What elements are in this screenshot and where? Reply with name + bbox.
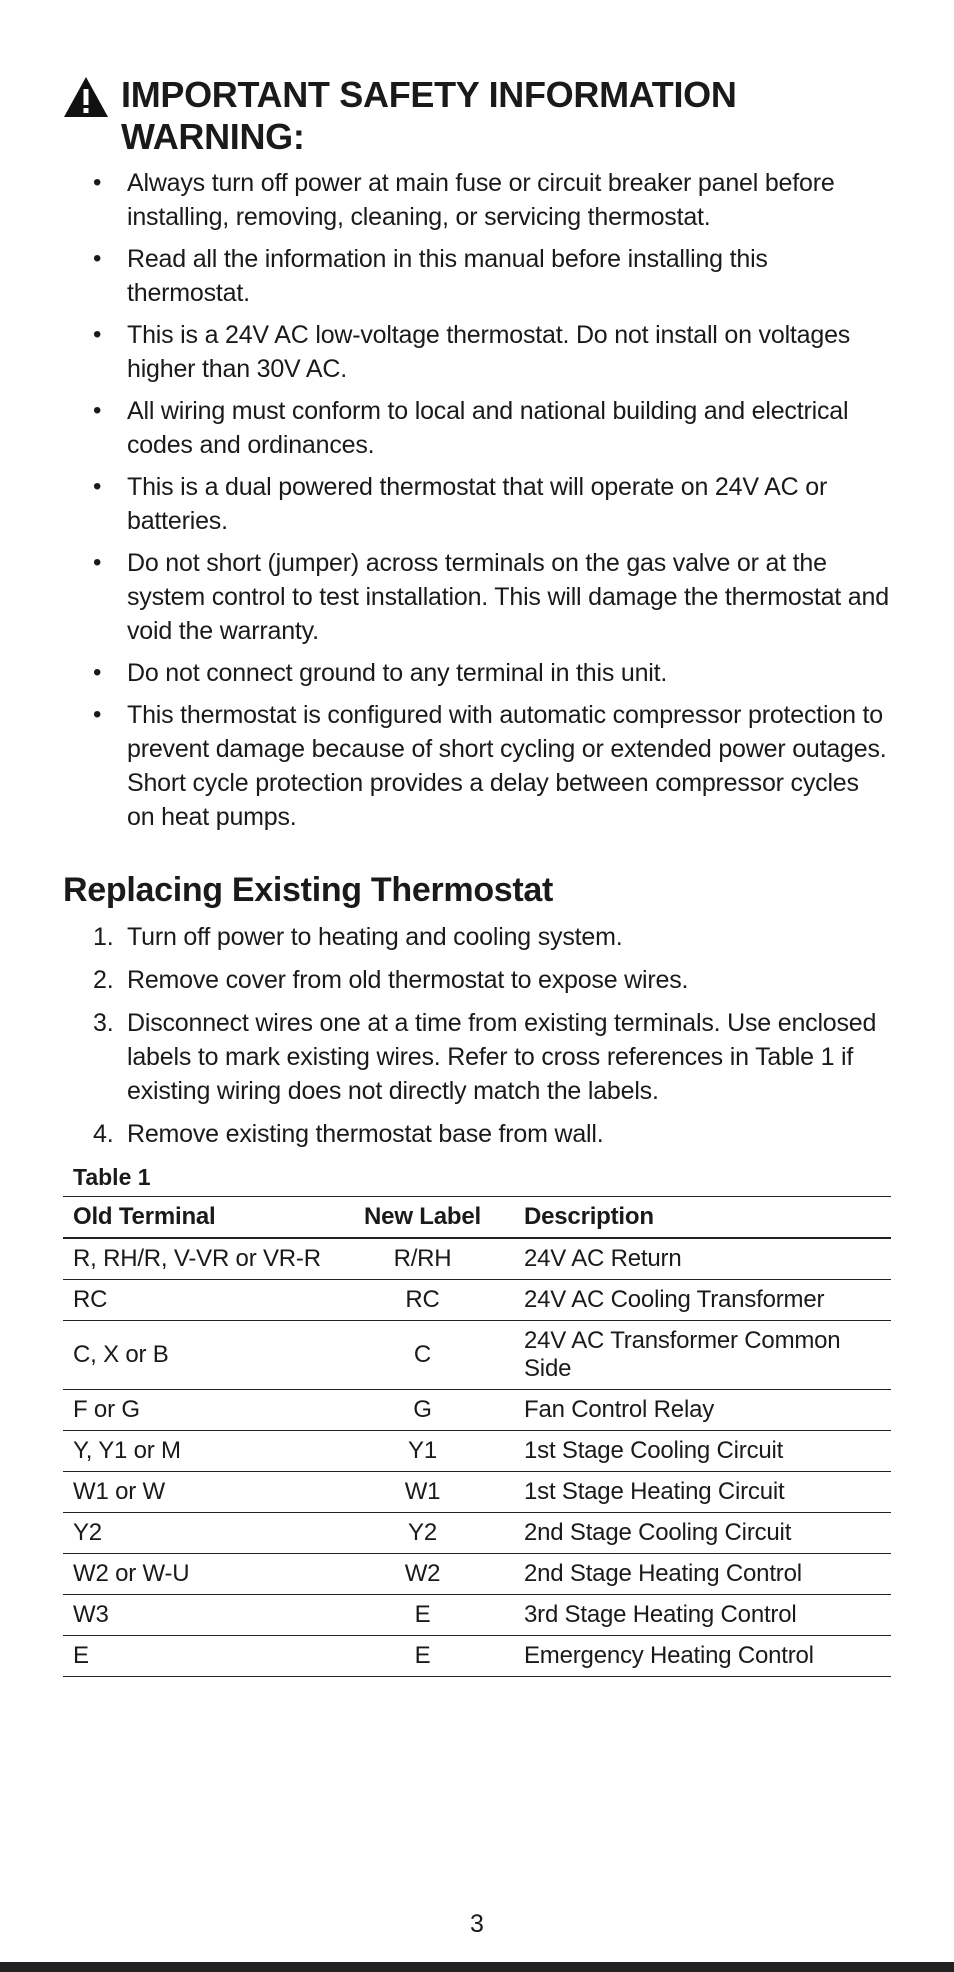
old-terminal-cell: W3: [73, 1601, 109, 1628]
new-label-cell: C: [413, 1341, 432, 1368]
description-cell: 3rd Stage Heating Control: [524, 1601, 797, 1628]
header-old-terminal: Old Terminal: [73, 1203, 216, 1230]
table-row: [63, 1238, 891, 1280]
steps-list: [63, 920, 891, 1151]
step-number: 3.: [93, 1009, 114, 1037]
warning-item: • This thermostat is configured with automatic compressor protection to prevent damage because of short cycling or extended power outages. Short cycle protection provides a delay between compressor cycles on heat pumps.: [63, 698, 891, 834]
step-number: 4.: [93, 1120, 114, 1148]
warning-item: • Always turn off power at main fuse or circuit breaker panel before installing, removing, cleaning, or servicing thermostat.: [63, 166, 891, 234]
table-header-row: [63, 1197, 891, 1239]
description-cell: 1st Stage Heating Circuit: [524, 1478, 785, 1505]
old-terminal-cell: W2 or W-U: [73, 1560, 190, 1587]
warning-item: • Do not short (jumper) across terminals on the gas valve or at the system control to test installation. This will damage the thermostat and void the warranty.: [63, 546, 891, 648]
table-row: [63, 1554, 891, 1595]
table-row: [63, 1513, 891, 1554]
warning-title-line1: IMPORTANT SAFETY INFORMATION: [121, 74, 737, 115]
step-number: 2.: [93, 966, 114, 994]
description-cell: 2nd Stage Cooling Circuit: [524, 1519, 792, 1546]
description-cell: Fan Control Relay: [524, 1396, 715, 1423]
description-cell: 1st Stage Cooling Circuit: [524, 1437, 784, 1464]
old-terminal-cell: Y, Y1 or M: [73, 1437, 181, 1464]
new-label-cell: Y1: [408, 1437, 437, 1464]
old-terminal-cell: R, RH/R, V-VR or VR-R: [73, 1245, 321, 1272]
old-terminal-cell: Y2: [73, 1519, 102, 1546]
warning-triangle-icon: [63, 76, 109, 118]
table-row: [63, 1280, 891, 1321]
step-item: [63, 1117, 891, 1151]
step-text: Turn off power to heating and cooling system.: [127, 923, 623, 951]
table-row: [63, 1595, 891, 1636]
new-label-cell: E: [414, 1642, 431, 1669]
step-number: 1.: [93, 923, 114, 951]
new-label-cell: R/RH: [393, 1245, 452, 1272]
new-label-cell: E: [414, 1601, 431, 1628]
table-row: [63, 1431, 891, 1472]
page-number: 3: [470, 1910, 484, 1938]
old-terminal-cell: RC: [73, 1286, 108, 1313]
new-label-cell: Y2: [408, 1519, 437, 1546]
table-row: [63, 1636, 891, 1677]
warning-item: • This is a dual powered thermostat that will operate on 24V AC or batteries.: [63, 470, 891, 538]
old-terminal-cell: F or G: [73, 1396, 140, 1423]
step-text: Disconnect wires one at a time from existing terminals. Use enclosed labels to mark existing wires. Refer to cross references in Table 1 if existing wiring does not directly match the labels.: [127, 1009, 877, 1105]
header-new-label: New Label: [364, 1203, 481, 1230]
new-label-cell: W1: [404, 1478, 441, 1505]
old-terminal-cell: E: [73, 1642, 89, 1669]
description-cell: Emergency Heating Control: [524, 1642, 814, 1669]
step-item: [63, 920, 891, 954]
new-label-cell: RC: [405, 1286, 440, 1313]
table-row: [63, 1321, 891, 1390]
table-caption: Table 1: [73, 1164, 151, 1190]
step-item: [63, 1006, 891, 1108]
warning-title: [121, 74, 737, 158]
step-text: Remove cover from old thermostat to expose wires.: [127, 966, 689, 994]
table-row: [63, 1472, 891, 1513]
old-terminal-cell: W1 or W: [73, 1478, 165, 1505]
warning-item: • Do not connect ground to any terminal in this unit.: [63, 656, 891, 690]
header-description: Description: [524, 1203, 654, 1230]
warning-header: [63, 74, 891, 158]
warning-item: • This is a 24V AC low-voltage thermostat. Do not install on voltages higher than 30V AC.: [63, 318, 891, 386]
step-item: [63, 963, 891, 997]
description-cell: 24V AC Cooling Transformer: [524, 1286, 825, 1313]
warning-list: [63, 166, 891, 834]
step-text: Remove existing thermostat base from wall.: [127, 1120, 604, 1148]
terminal-table: [63, 1196, 891, 1677]
manual-page: [63, 74, 891, 1677]
warning-item: • Read all the information in this manual before installing this thermostat.: [63, 242, 891, 310]
description-cell: 2nd Stage Heating Control: [524, 1560, 802, 1587]
new-label-cell: W2: [404, 1560, 441, 1587]
warning-item: • All wiring must conform to local and national building and electrical codes and ordinances.: [63, 394, 891, 462]
old-terminal-cell: C, X or B: [73, 1341, 169, 1368]
section-title: Replacing Existing Thermostat: [63, 871, 554, 909]
warning-title-line2: WARNING:: [121, 116, 305, 157]
table-row: [63, 1390, 891, 1431]
description-cell: 24V AC Return: [524, 1245, 682, 1272]
footer-bar: [0, 1962, 954, 1972]
new-label-cell: G: [413, 1396, 432, 1423]
description-cell: 24V AC Transformer Common Side: [524, 1327, 841, 1382]
